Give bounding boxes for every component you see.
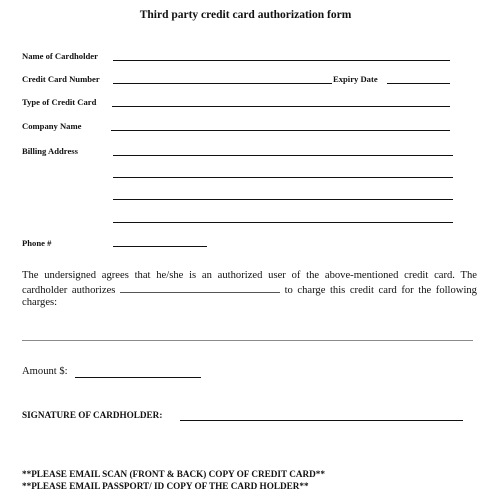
signature-field[interactable] — [180, 420, 463, 421]
name-of-cardholder-label: Name of Cardholder — [22, 51, 98, 61]
type-of-credit-card-field[interactable] — [112, 106, 450, 107]
amount-field[interactable] — [75, 377, 201, 378]
phone-label: Phone # — [22, 238, 52, 248]
expiry-date-label: Expiry Date — [333, 74, 378, 84]
type-of-credit-card-label: Type of Credit Card — [22, 97, 97, 107]
billing-address-line-4[interactable] — [113, 222, 453, 223]
authorized-party-field[interactable] — [120, 283, 280, 293]
company-name-label: Company Name — [22, 121, 82, 131]
billing-address-label: Billing Address — [22, 146, 78, 156]
note-line-1: **PLEASE EMAIL SCAN (FRONT & BACK) COPY OF CREDIT CARD** — [22, 469, 325, 479]
form-title: Third party credit card authorization form — [139, 9, 352, 21]
name-of-cardholder-field[interactable] — [113, 60, 450, 61]
company-name-field[interactable] — [111, 130, 450, 131]
paragraph-part-2: to charge this credit card for the following charges: — [22, 284, 477, 309]
charges-field[interactable] — [22, 340, 473, 341]
amount-label: Amount $: — [22, 366, 68, 377]
authorization-paragraph — [22, 270, 477, 310]
paragraph-part-1: The undersigned agrees that he/she is an authorized user of the above-mentioned credit card. The cardholder authorizes — [22, 270, 477, 296]
signature-label: SIGNATURE OF CARDHOLDER: — [22, 410, 163, 420]
billing-address-line-1[interactable] — [113, 155, 453, 156]
expiry-date-field[interactable] — [387, 83, 450, 84]
credit-card-number-field[interactable] — [113, 83, 332, 84]
credit-card-number-label: Credit Card Number — [22, 74, 100, 84]
phone-field[interactable] — [113, 246, 207, 247]
billing-address-line-3[interactable] — [113, 199, 453, 200]
note-line-2: **PLEASE EMAIL PASSPORT/ ID COPY OF THE CARD HOLDER** — [22, 481, 309, 491]
billing-address-line-2[interactable] — [113, 177, 453, 178]
